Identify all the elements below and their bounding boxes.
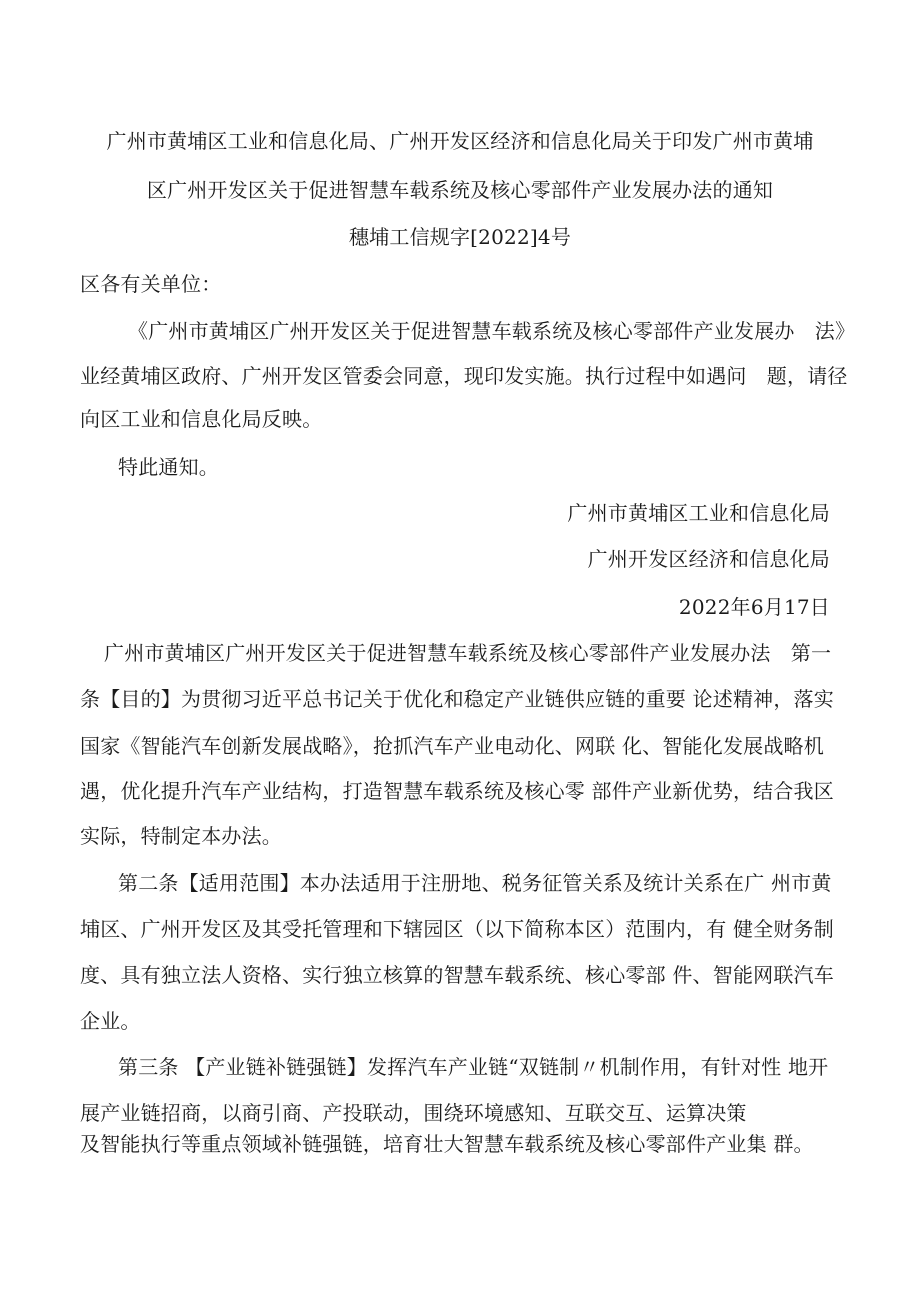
signature-date: 2022年6月17日 (678, 595, 830, 619)
article-2-line: 第二条【适用范围】本办法适用于注册地、税务征管关系及统计关系在广 州市黄 (118, 871, 832, 895)
signature-org-1: 广州市黄埔区工业和信息化局 (567, 501, 830, 525)
article-1-line: 国家《智能汽车创新发展战略》，抢抓汽车产业电动化、网联 化、智能化发展战略机 (80, 734, 824, 758)
document-title-line-1: 广州市黄埔区工业和信息化局、广州开发区经济和信息化局关于印发广州市黄埔 (106, 129, 814, 153)
intro-line: 业经黄埔区政府、广州开发区管委会同意，现印发实施。执行过程中如遇问 题，请径 (80, 364, 848, 388)
document-number: 穗埔工信规字[2022]4号 (348, 225, 572, 249)
article-3-line: 展产业链招商，以商引商、产投联动，围绕环境感知、互联交互、运算决策 (80, 1101, 747, 1125)
salutation: 区各有关单位： (80, 272, 222, 296)
article-3-line: 第三条 【产业链补链强链】发挥汽车产业链“双链制〃机制作用，有针对性 地开 (118, 1055, 829, 1079)
article-2-line: 度、具有独立法人资格、实行独立核算的智慧车载系统、核心零部 件、智能网联汽车 (80, 963, 834, 987)
intro-line: 向区工业和信息化局反映。 (80, 407, 323, 431)
article-2-line: 企业。 (80, 1009, 141, 1033)
signature-org-2: 广州开发区经济和信息化局 (587, 547, 830, 571)
intro-line: 《广州市黄埔区广州开发区关于促进智慧车载系统及核心零部件产业发展办 法》 (128, 319, 856, 343)
article-1-line: 实际，特制定本办法。 (80, 824, 282, 848)
article-3-line: 及智能执行等重点领域补链强链，培育壮大智慧车载系统及核心零部件产业集 群。 (80, 1132, 814, 1156)
notice-text: 特此通知。 (118, 455, 219, 479)
article-1-line: 广州市黄埔区广州开发区关于促进智慧车载系统及核心零部件产业发展办法 第一 (104, 641, 832, 665)
document-title-line-2: 区广州开发区关于促进智慧车载系统及核心零部件产业发展办法的通知 (146, 178, 774, 202)
article-2-line: 埔区、广州开发区及其受托管理和下辖园区（以下简称本区）范围内，有 健全财务制 (80, 917, 834, 941)
article-1-line: 条【目的】为贯彻习近平总书记关于优化和稳定产业链供应链的重要 论述精神，落实 (80, 687, 834, 711)
article-1-line: 遇，优化提升汽车产业结构，打造智慧车载系统及核心零 部件产业新优势，结合我区 (80, 779, 834, 803)
